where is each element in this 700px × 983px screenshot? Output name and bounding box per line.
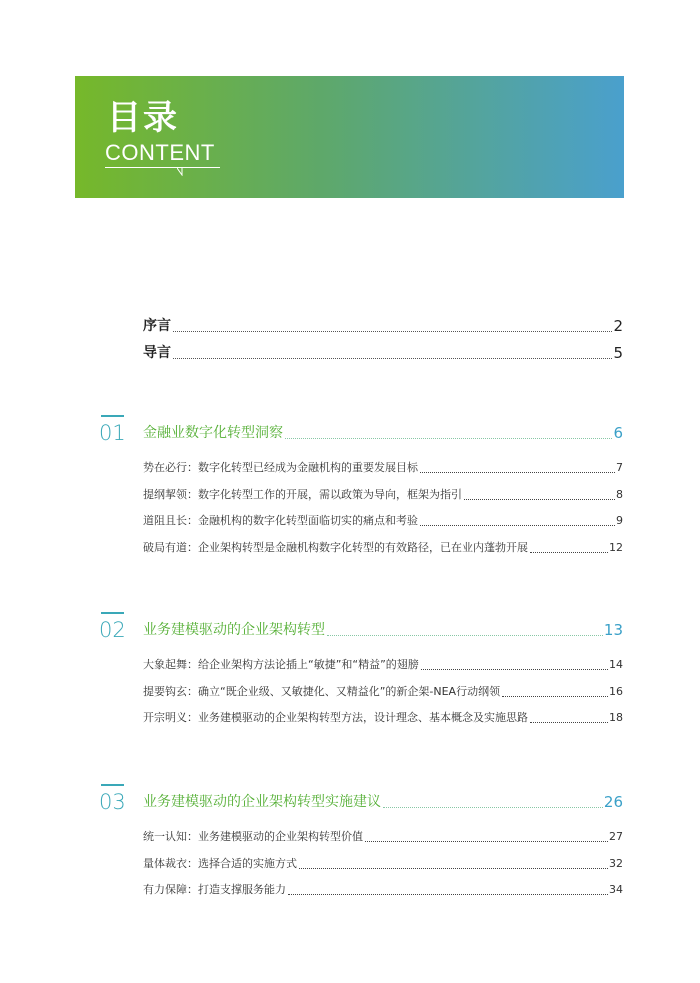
toc-subtitle: CONTENT (105, 140, 215, 165)
dot-leader (288, 889, 608, 895)
toc-section-3[interactable] (143, 792, 623, 812)
toc-subentry[interactable] (143, 882, 623, 898)
section-title: 业务建模驱动的企业架构转型实施建议 (143, 794, 381, 810)
dot-leader (299, 863, 608, 869)
toc-entry-preface[interactable] (143, 316, 623, 336)
toc-title: 目录 (107, 98, 179, 138)
entry-label: 导言 (143, 345, 171, 361)
dot-leader (530, 717, 608, 723)
entry-page: 7 (616, 461, 623, 474)
section-title: 业务建模驱动的企业架构转型 (143, 622, 325, 638)
entry-page: 18 (609, 711, 623, 724)
dot-leader (173, 325, 612, 332)
entry-page: 5 (613, 344, 623, 362)
section-number: 03 (99, 790, 126, 814)
dot-leader (502, 691, 608, 697)
section-number: 02 (99, 618, 126, 642)
toc-subentry[interactable] (143, 657, 623, 673)
entry-page: 2 (613, 317, 623, 335)
entry-page: 9 (616, 514, 623, 527)
toc-subentry[interactable] (143, 487, 623, 503)
entry-page: 14 (609, 658, 623, 671)
entry-label: 统一认知：业务建模驱动的企业架构转型价值 (143, 830, 363, 843)
entry-label: 开宗明义：业务建模驱动的企业架构转型方法，设计理念、基本概念及实施思路 (143, 711, 528, 724)
toc-subentry[interactable] (143, 856, 623, 872)
section-page: 26 (603, 793, 623, 811)
toc-banner (75, 76, 624, 198)
entry-label: 破局有道：企业架构转型是金融机构数字化转型的有效路径，已在业内蓬勃开展 (143, 541, 528, 554)
dot-leader (420, 467, 615, 473)
section-title: 金融业数字化转型洞察 (143, 425, 283, 441)
toc-subentry[interactable] (143, 460, 623, 476)
entry-label: 势在必行：数字化转型已经成为金融机构的重要发展目标 (143, 461, 418, 474)
section-page: 13 (603, 621, 623, 639)
dot-leader (420, 520, 615, 526)
section-page: 6 (613, 424, 623, 442)
entry-page: 32 (609, 857, 623, 870)
entry-label: 提纲挈领：数字化转型工作的开展，需以政策为导向，框架为指引 (143, 488, 462, 501)
subtitle-underline (105, 167, 220, 168)
entry-label: 提要钩玄：确立“既企业级、又敏捷化、又精益化”的新企架-NEA行动纲领 (143, 685, 501, 698)
dot-leader (421, 664, 608, 670)
toc-subentry[interactable] (143, 829, 623, 845)
dot-leader (464, 494, 615, 500)
entry-label: 有力保障：打造支撑服务能力 (143, 883, 286, 896)
section-marker-bar (101, 784, 124, 786)
toc-section-2[interactable] (143, 620, 623, 640)
dot-leader (327, 629, 603, 636)
speech-tail-icon (177, 168, 189, 176)
entry-page: 8 (616, 488, 623, 501)
dot-leader (383, 801, 603, 808)
section-marker-bar (101, 612, 124, 614)
entry-label: 量体裁衣：选择合适的实施方式 (143, 857, 297, 870)
toc-subentry[interactable] (143, 540, 623, 556)
entry-label: 大象起舞：给企业架构方法论插上“敏捷”和“精益”的翅膀 (143, 658, 419, 671)
toc-subentry[interactable] (143, 513, 623, 529)
dot-leader (365, 836, 608, 842)
entry-label: 道阻且长：金融机构的数字化转型面临切实的痛点和考验 (143, 514, 418, 527)
entry-page: 34 (609, 883, 623, 896)
toc-entry-introduction[interactable] (143, 343, 623, 363)
entry-page: 16 (609, 685, 623, 698)
section-number: 01 (99, 421, 126, 445)
entry-page: 27 (609, 830, 623, 843)
section-marker-bar (101, 415, 124, 417)
dot-leader (530, 547, 608, 553)
dot-leader (173, 352, 612, 359)
entry-page: 12 (609, 541, 623, 554)
toc-section-1[interactable] (143, 423, 623, 443)
toc-subentry[interactable] (143, 684, 623, 700)
entry-label: 序言 (143, 318, 171, 334)
toc-subentry[interactable] (143, 710, 623, 726)
dot-leader (285, 432, 612, 439)
